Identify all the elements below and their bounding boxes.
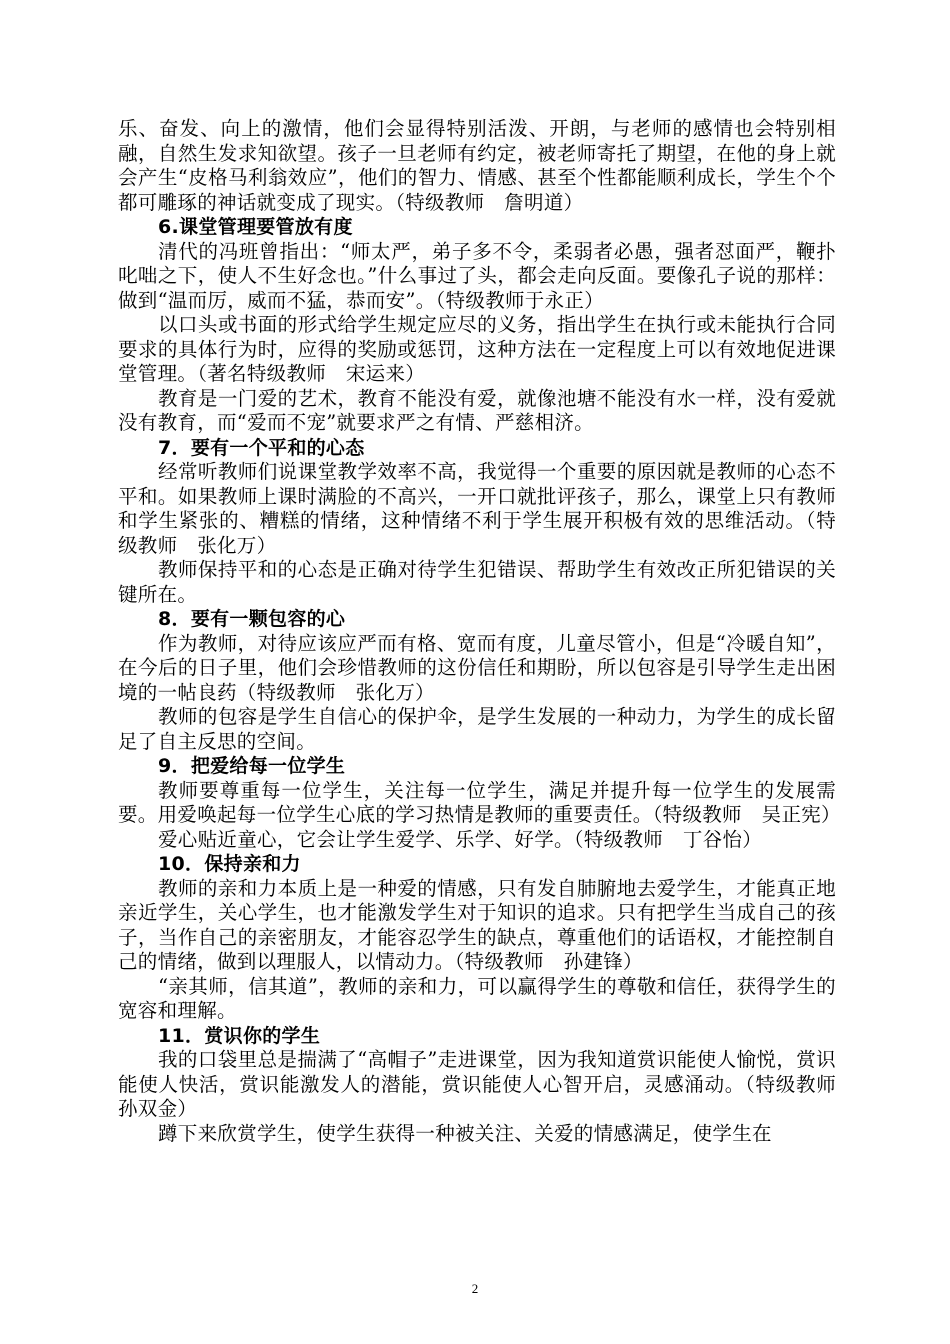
body-paragraph: 作为教师，对待应该应严而有格、宽而有度，儿童尽管小，但是“冷暖自知”，在今后的日子里，他们会珍惜教师的这份信任和期盼，所以包容是引导学生走出困境的一帖良药（特级教师 张化万）	[118, 631, 836, 704]
body-paragraph: 教师的亲和力本质上是一种爱的情感，只有发自肺腑地去爱学生，才能真正地亲近学生，关心学生，也才能激发学生对于知识的追求。只有把学生当成自己的孩子，当作自己的亲密朋友，才能容忍学生的缺点，尊重他们的话语权，才能控制自己的情绪，做到以理服人，以情动力。（特级教师 孙建锋）	[118, 876, 836, 973]
body-paragraph: 教师要尊重每一位学生，关注每一位学生，满足并提升每一位学生的发展需要。用爱唤起每一位学生心底的学习热情是教师的重要责任。（特级教师 吴正宪）	[118, 778, 841, 826]
body-paragraph: 蹲下来欣赏学生，使学生获得一种被关注、关爱的情感满足，使学生在	[158, 1121, 772, 1145]
section-heading: 7．要有一个平和的心态	[158, 436, 365, 459]
body-paragraph: 爱心贴近童心，它会让学生爱学、乐学、好学。（特级教师 丁谷怡）	[158, 827, 763, 851]
body-paragraph: “亲其师，信其道”，教师的亲和力，可以赢得学生的尊敬和信任，获得学生的宽容和理解。	[118, 974, 836, 1022]
section-heading: 11．赏识你的学生	[158, 1024, 321, 1047]
body-paragraph: 我的口袋里总是揣满了“高帽子”走进课堂，因为我知道赏识能使人愉悦，赏识能使人快活，赏识能激发人的潜能，赏识能使人心智开启，灵感涌动。（特级教师 孙双金）	[118, 1048, 856, 1120]
body-paragraph: 教育是一门爱的艺术，教育不能没有爱，就像池塘不能没有水一样，没有爱就没有教育，而“爱而不宠”就要求严之有情、严慈相济。	[118, 386, 836, 434]
body-paragraph: 教师的包容是学生自信心的保护伞，是学生发展的一种动力，为学生的成长留足了自主反思的空间。	[118, 705, 836, 753]
body-paragraph: 教师保持平和的心态是正确对待学生犯错误、帮助学生有效改正所犯错误的关键所在。	[118, 558, 836, 606]
body-paragraph: 经常听教师们说课堂教学效率不高，我觉得一个重要的原因就是教师的心态不平和。如果教师上课时满脸的不高兴，一开口就批评孩子，那么，课堂上只有教师和学生紧张的、糟糕的情绪，这种情绪不利于学生展开积极有效的思维活动。（特级教师 张化万）	[118, 460, 836, 557]
section-heading: 6.课堂管理要管放有度	[158, 216, 353, 238]
section-heading: 9．把爱给每一位学生	[158, 755, 346, 777]
page-number: 2	[471, 1281, 479, 1296]
article-body	[118, 117, 856, 1146]
body-paragraph: 以口头或书面的形式给学生规定应尽的义务，指出学生在执行或未能执行合同要求的具体行为时，应得的奖励或惩罚，这种方法在一定程度上可以有效地促进课堂管理。（著名特级教师 宋运来）	[118, 313, 836, 385]
section-heading: 8．要有一颗包容的心	[158, 608, 346, 630]
body-paragraph: 乐、奋发、向上的激情，他们会显得特别活泼、开朗，与老师的感情也会特别相融，自然生发求知欲望。孩子一旦老师有约定，被老师寄托了期望，在他的身上就会产生“皮格马利翁效应”，他们的智力、情感、甚至个性都能顺利成长，学生个个都可雕琢的神话就变成了现实。（特级教师 詹明道）	[118, 117, 836, 214]
body-paragraph: 清代的冯班曾指出：“师太严，弟子多不令，柔弱者必愚，强者怼面严，鞭扑叱咄之下，使人不生好念也。”什么事过了头，都会走向反面。要像孔子说的那样：做到“温而厉，威而不猛，恭而安”。（特级教师于永正）	[118, 239, 836, 312]
section-heading: 10．保持亲和力	[158, 853, 301, 875]
